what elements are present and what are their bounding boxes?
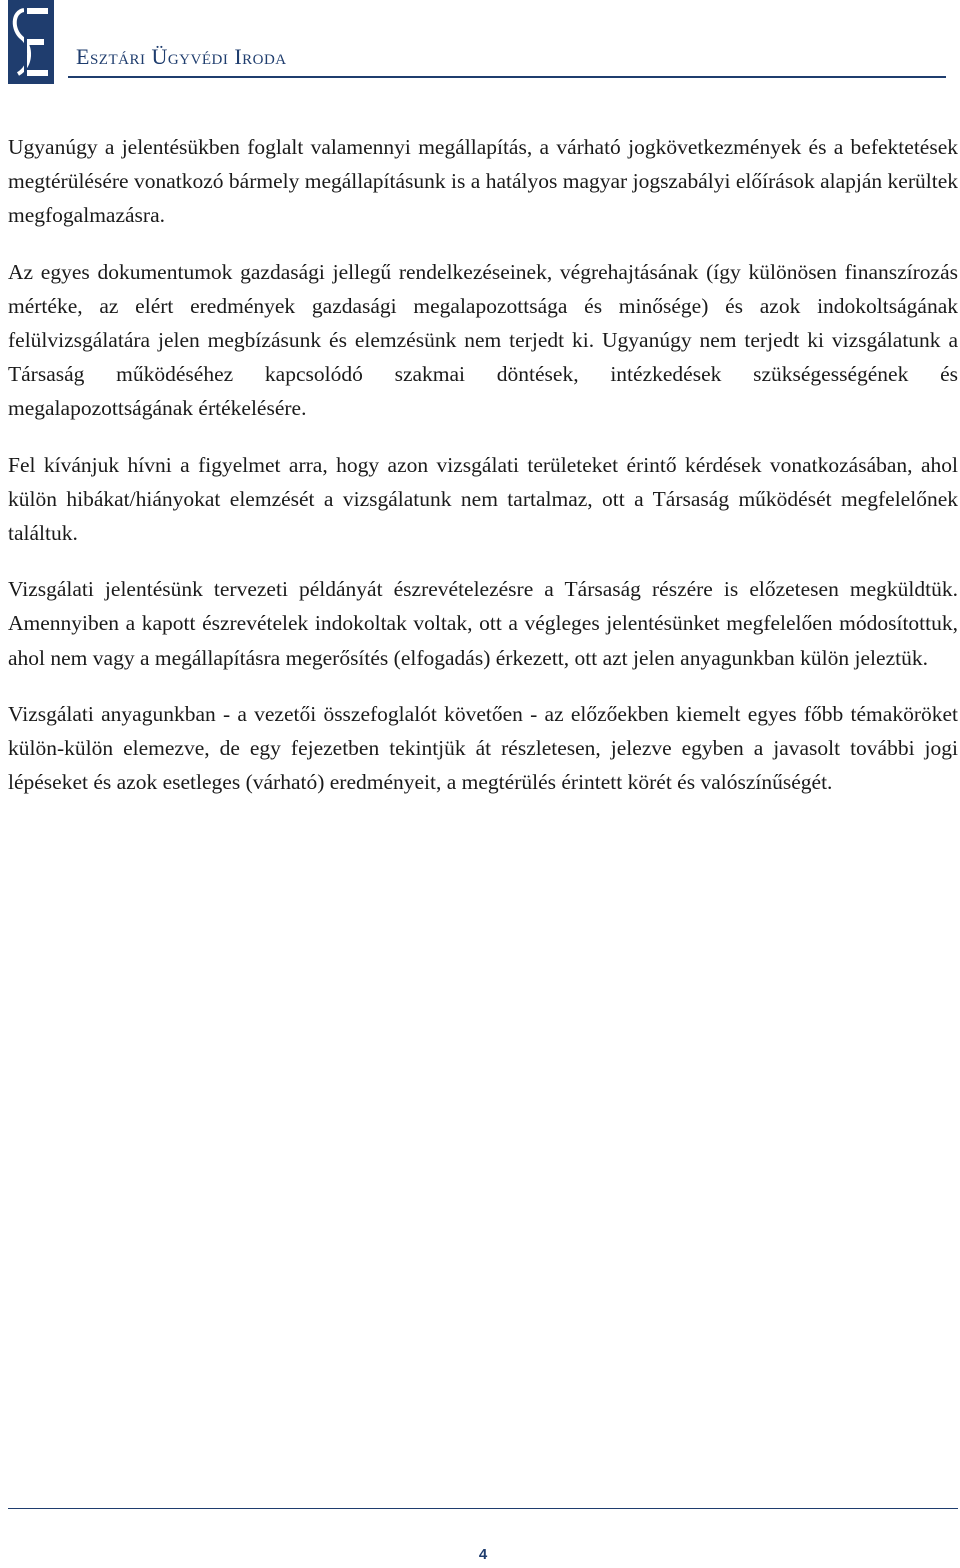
firm-logo — [8, 0, 54, 84]
footer-divider — [8, 1508, 958, 1509]
page-number: 4 — [478, 1546, 488, 1563]
paragraph-4: Vizsgálati jelentésünk tervezeti példányát észrevételezésre a Társaság részére is előzetesen megküldtük. Amennyiben a kapott észrevételek indokoltak voltak, ott a végleges jelentésünket megfelelően módosítottuk, ahol nem vagy a megállapításra megerősítés (elfogadás) érkezett, ott azt jelen anyagunkban külön jeleztük. — [8, 577, 958, 670]
firm-logo-graphic — [8, 0, 54, 84]
document-body — [8, 130, 958, 821]
paragraph-2: Az egyes dokumentumok gazdasági jellegű rendelkezéseinek, végrehajtásának (így különösen finanszírozás mértéke, az elért eredmények gazdasági megalapozottsága és minősége) és azok indokoltságának felülvizsgálatára jelen megbízásunk és elemzésünk nem terjedt ki. Ugyanúgy nem terjedt ki vizsgálatunk a Társaság működéséhez kapcsolódó szakmai döntések, intézkedések szükségességének és megalapozottságának értékelésére. — [8, 259, 958, 421]
paragraph-3: Fel kívánjuk hívni a figyelmet arra, hogy azon vizsgálati területeket érintő kérdések vonatkozásában, ahol külön hibákat/hiányokat elemzését a vizsgálatunk nem tartalmaz, ott a Társaság működését megfelelőnek találtuk. — [8, 452, 958, 546]
paragraph-1: Ugyanúgy a jelentésükben foglalt valamennyi megállapítás, a várható jogkövetkezmények és a befektetések megtérülésére vonatkozó bármely megállapításunk is a hatályos magyar jogszabályi előírások alapján kerültek megfogalmazásra. — [8, 135, 958, 228]
firm-name: Esztári Ügyvédi Iroda — [76, 44, 287, 69]
header-divider — [68, 76, 946, 78]
paragraph-5: Vizsgálati anyagunkban - a vezetői összefoglalót követően - az előzőekben kiemelt egyes főbb témaköröket külön-külön elemezve, de egy fejezetben tekintjük át részletesen, jelezve egyben a javasolt további jogi lépéseket és azok esetleges (várható) eredményeit, a megtérülés érintett körét és valószínűségét. — [8, 701, 958, 795]
